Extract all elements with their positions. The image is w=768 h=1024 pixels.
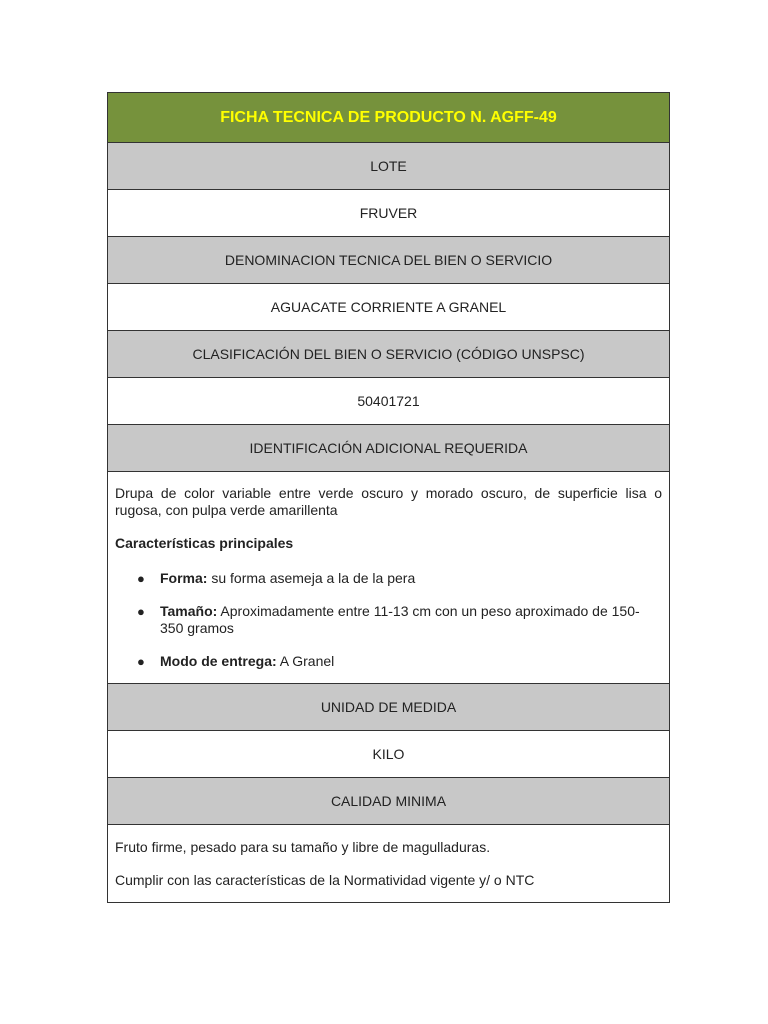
product-spec-sheet: [107, 92, 670, 903]
clasificacion-value: 50401721: [108, 378, 669, 425]
denominacion-header: DENOMINACION TECNICA DEL BIEN O SERVICIO: [108, 237, 669, 284]
unidad-header: UNIDAD DE MEDIDA: [108, 684, 669, 731]
calidad-header: CALIDAD MINIMA: [108, 778, 669, 825]
bullet-icon: ●: [137, 604, 145, 619]
lote-header: LOTE: [108, 143, 669, 190]
feature-label: Forma:: [160, 570, 208, 586]
feature-label: Modo de entrega:: [160, 653, 277, 669]
bullet-icon: ●: [137, 654, 145, 669]
identificacion-content: [108, 472, 669, 684]
product-description: Drupa de color variable entre verde oscuro y morado oscuro, de superficie lisa o rugosa, con pulpa verde amarillenta: [115, 485, 662, 518]
identificacion-header: IDENTIFICACIÓN ADICIONAL REQUERIDA: [108, 425, 669, 472]
bullet-icon: ●: [137, 571, 145, 586]
lote-value: FRUVER: [108, 190, 669, 237]
sheet-title: FICHA TECNICA DE PRODUCTO N. AGFF-49: [108, 93, 669, 143]
feature-text: Aproximadamente entre 11-13 cm con un peso aproximado de 150-350 gramos: [160, 603, 640, 636]
features-list: [115, 570, 662, 670]
calidad-content: [108, 825, 669, 902]
feature-item-forma: [137, 570, 662, 587]
feature-item-tamano: [137, 603, 662, 637]
calidad-line: Cumplir con las características de la Normatividad vigente y/ o NTC: [115, 872, 535, 888]
feature-label: Tamaño:: [160, 603, 218, 619]
unidad-value: KILO: [108, 731, 669, 778]
features-title: Características principales: [115, 535, 294, 551]
clasificacion-header: CLASIFICACIÓN DEL BIEN O SERVICIO (CÓDIGO UNSPSC): [108, 331, 669, 378]
feature-text: su forma asemeja a la de la pera: [207, 570, 416, 586]
denominacion-value: AGUACATE CORRIENTE A GRANEL: [108, 284, 669, 331]
feature-item-modo-entrega: [137, 653, 662, 670]
feature-text: A Granel: [276, 653, 335, 669]
calidad-line: Fruto firme, pesado para su tamaño y libre de magulladuras.: [115, 839, 491, 855]
